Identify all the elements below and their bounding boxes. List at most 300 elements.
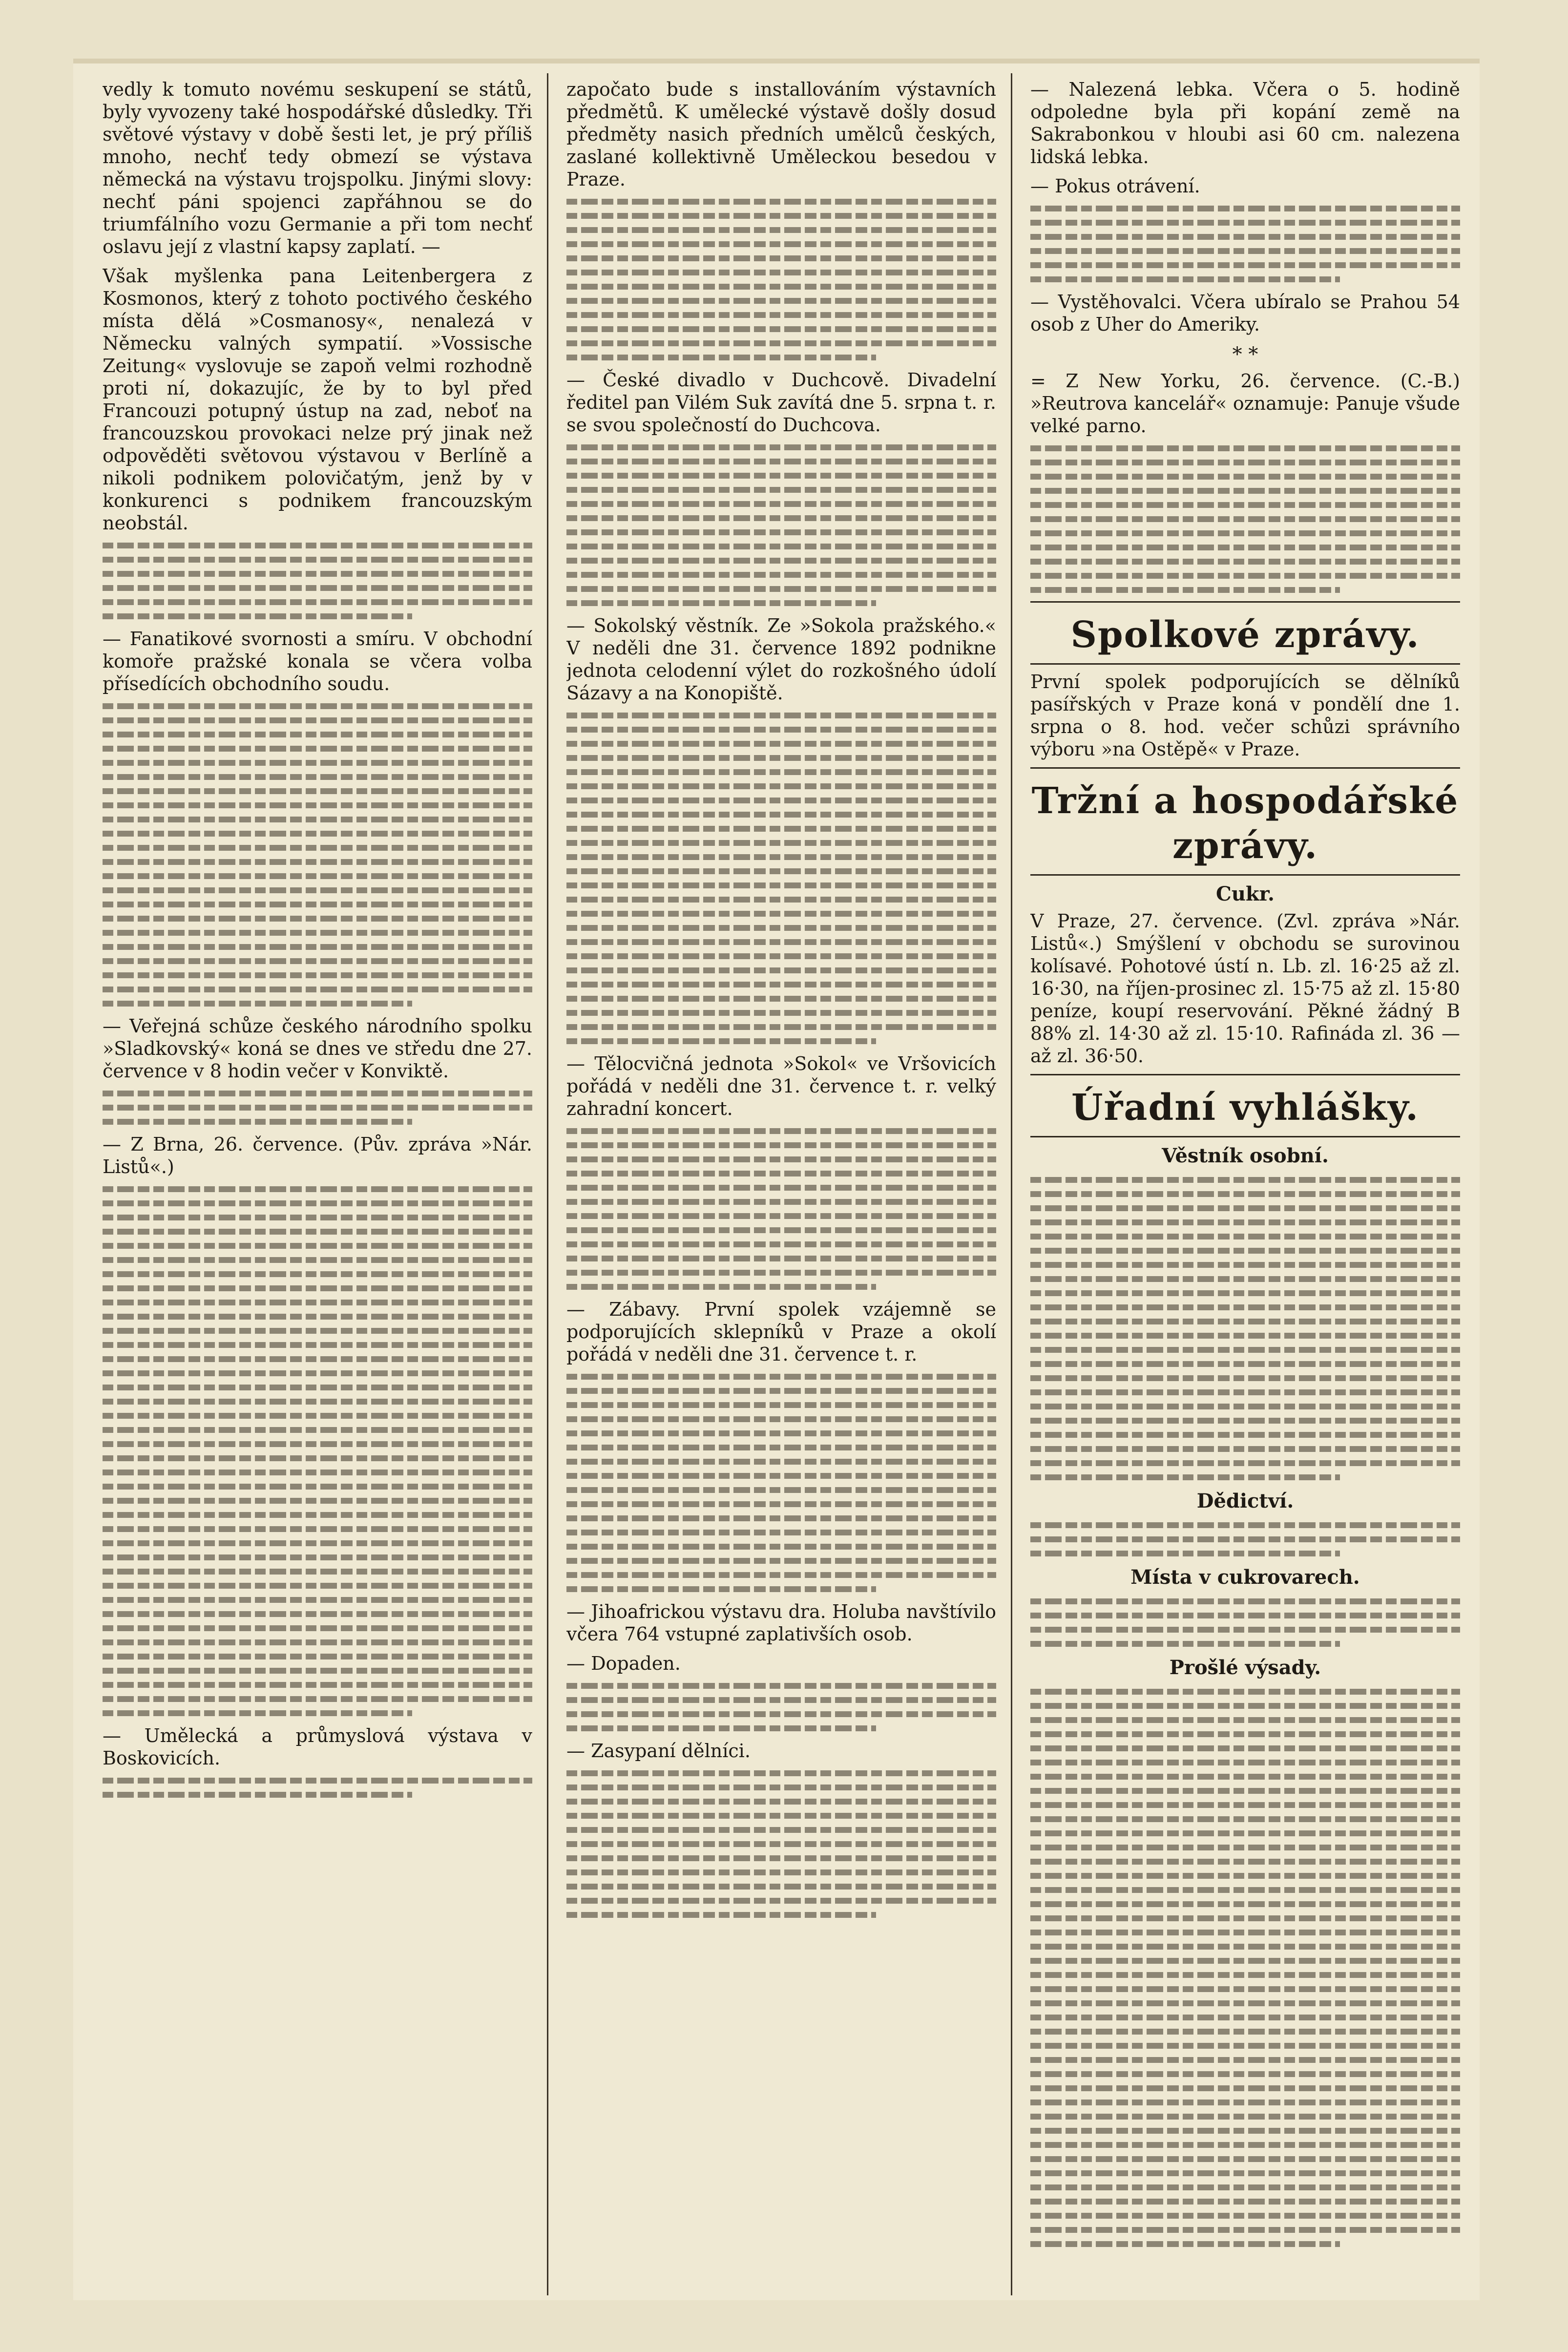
text-line xyxy=(566,1558,996,1564)
text-line xyxy=(566,340,996,346)
text-line xyxy=(1030,1446,1460,1452)
text-line xyxy=(103,987,532,992)
text-line xyxy=(1030,2142,1460,2148)
text-line xyxy=(1030,2071,1460,2077)
text-line xyxy=(103,859,532,865)
article-paragraph: — Jihoafrickou výstavu dra. Holuba navštívilo včera 764 vstupné zaplativších osob. xyxy=(566,1601,996,1645)
illegible-text-block xyxy=(566,713,996,1044)
text-line xyxy=(103,831,532,837)
text-line xyxy=(103,774,532,780)
text-line xyxy=(103,1540,532,1546)
text-line xyxy=(566,911,996,917)
article-paragraph: V Praze, 27. července. (Zvl. zpráva »Nár. Listů«.) Smýšlení v obchodu se surovinou kolísavé. Pohotové ústí n. Lb. zl. 16·25 až zl. 16·30, na říjen-prosinec zl. 15·75 až zl. 15·80 peníze, koupí reservování. Pěkné žádný B 88% zl. 14·30 až zl. 15·10. Rafináda zl. 36 — až zl. 36·50. xyxy=(1030,910,1460,1067)
text-line xyxy=(566,1487,996,1493)
text-line xyxy=(566,1185,996,1191)
text-line xyxy=(566,1813,996,1819)
article-paragraph: započato bude s installováním výstavních předmětů. K umělecké výstavě došly dosud předměty nasich předních umělců českých, zaslané kollektivně Uměleckou besedou v Praze. xyxy=(566,79,996,190)
text-line xyxy=(103,1484,532,1490)
illegible-text-block xyxy=(566,1683,996,1731)
text-line xyxy=(1030,1290,1460,1296)
text-line xyxy=(1030,2043,1460,2049)
text-line xyxy=(566,939,996,945)
text-line xyxy=(566,355,876,360)
text-line xyxy=(566,312,996,318)
text-line xyxy=(566,1683,996,1689)
text-line xyxy=(1030,1598,1460,1604)
text-line xyxy=(1030,1731,1460,1737)
text-line xyxy=(1030,262,1460,268)
article-paragraph: vedly k tomuto novému seskupení se států, byly vyvozeny také hospodářské důsledky. Tři světové výstavy v době šesti let, je prý příliš mnoho, nechť tedy obmezí se výstava německá na výstavu trojspolku. Jinými slovy: nechť páni spojenci zapřáhnou se do triumfálního vozu Germanie a při tom nechť oslavu její z vlastní kapsy zaplatí. — xyxy=(103,79,532,257)
text-line xyxy=(566,501,996,507)
text-line xyxy=(103,1215,532,1220)
text-line xyxy=(566,713,996,718)
text-line xyxy=(1030,1276,1460,1282)
text-line xyxy=(566,213,996,219)
text-line xyxy=(566,298,996,304)
text-line xyxy=(566,1388,996,1394)
text-line xyxy=(103,902,532,907)
illegible-text-block xyxy=(566,199,996,360)
text-line xyxy=(566,1459,996,1465)
text-line xyxy=(1030,1760,1460,1765)
text-line xyxy=(103,1611,532,1617)
text-line xyxy=(566,953,996,959)
text-line xyxy=(566,1855,996,1861)
text-line xyxy=(1030,1234,1460,1239)
text-line xyxy=(103,1105,532,1111)
text-line xyxy=(1030,1915,1460,1921)
text-line xyxy=(566,982,996,987)
text-line xyxy=(566,1841,996,1847)
text-line xyxy=(103,1328,532,1334)
section-rule xyxy=(1030,1136,1460,1137)
text-line xyxy=(1030,530,1460,536)
text-line xyxy=(1030,2170,1460,2176)
text-line xyxy=(566,326,996,332)
text-line xyxy=(566,1898,996,1904)
article-paragraph: První spolek podporujících se dělníků pasířských v Praze koná v pondělí dne 1. srpna o 8. hod. večer schůzi správního výboru »na Ostěpě« v Praze. xyxy=(1030,671,1460,760)
article-paragraph: — Umělecká a průmyslová výstava v Boskovicích. xyxy=(103,1725,532,1769)
text-line xyxy=(566,1402,996,1408)
article-paragraph: Však myšlenka pana Leitenbergera z Kosmonos, který z tohoto poctivého českého místa dělá »Cosmanosy«, nenalezá v Německu valných sympatií. »Vossische Zeitung« vyslovuje se zapoň velmi rozhodně proti ní, dokazujíc, že by to byl před Francouzi potupný ústup na zad, neboť na francouzskou provokaci nelze prý jinak než odpověděti světovou výstavou v Berlíně a nikoli podnikem polovičatým, jenž by v konkurenci s podnikem francouzským neobstál. xyxy=(103,265,532,534)
text-line xyxy=(1030,1745,1460,1751)
article-paragraph: — Zasypaní dělníci. xyxy=(566,1740,751,1762)
section-heading: Tržní a hospodářské zprávy. xyxy=(1031,780,1459,867)
text-line xyxy=(566,1884,996,1890)
text-line xyxy=(1030,1845,1460,1850)
text-line xyxy=(566,529,996,535)
text-line xyxy=(103,1356,532,1362)
article-paragraph: — Z Brna, 26. července. (Pův. zpráva »Nár. Listů«.) xyxy=(103,1134,532,1177)
text-line xyxy=(103,1668,532,1674)
article-paragraph: — Sokolský věstník. Ze »Sokola pražského.« V neděli dne 31. července 1892 podnikne jednota celodenní výlet do rozkošného údolí Sázavy a na Konopiště. xyxy=(566,615,996,704)
section-heading: Úřadní vyhlášky. xyxy=(1071,1087,1419,1129)
text-line xyxy=(1030,1802,1460,1808)
text-line xyxy=(1030,2128,1460,2134)
text-line xyxy=(566,967,996,973)
text-line xyxy=(103,1470,532,1475)
text-line xyxy=(103,972,532,978)
column-2 xyxy=(566,78,996,2290)
section-rule xyxy=(1030,601,1460,603)
text-line xyxy=(566,741,996,747)
text-line xyxy=(566,868,996,874)
text-line xyxy=(103,1778,532,1784)
text-line xyxy=(1030,474,1460,480)
text-line xyxy=(1030,2156,1460,2162)
text-line xyxy=(1030,1830,1460,1836)
text-line xyxy=(566,227,996,233)
text-line xyxy=(566,572,996,578)
section-rule xyxy=(1030,1074,1460,1075)
article-paragraph: — České divadlo v Duchcově. Divadelní ředitel pan Vilém Suk zavítá dne 5. srpna t. r. se svou společností do Duchcova. xyxy=(566,369,996,436)
text-line xyxy=(103,1526,532,1532)
text-line xyxy=(103,1455,532,1461)
illegible-text-block xyxy=(103,1778,532,1798)
text-line xyxy=(1030,1551,1340,1556)
text-line xyxy=(1030,1816,1460,1822)
text-line xyxy=(1030,1703,1460,1709)
text-line xyxy=(1030,488,1460,494)
text-line xyxy=(566,487,996,493)
illegible-text-block xyxy=(103,543,532,619)
text-line xyxy=(566,1785,996,1790)
text-line xyxy=(1030,559,1460,565)
text-line xyxy=(566,1725,876,1731)
text-line xyxy=(103,1186,532,1192)
section-rule xyxy=(1030,663,1460,665)
text-line xyxy=(566,812,996,818)
text-line xyxy=(1030,1319,1460,1324)
text-line xyxy=(103,1271,532,1277)
text-line xyxy=(103,717,532,723)
text-line xyxy=(1030,1859,1460,1865)
text-line xyxy=(566,1711,996,1717)
text-line xyxy=(566,897,996,903)
text-line xyxy=(103,1696,532,1702)
text-line xyxy=(1030,1404,1460,1409)
text-line xyxy=(103,1413,532,1419)
text-line xyxy=(1030,1887,1460,1893)
article-paragraph: — Vystěhovalci. Včera ubíralo se Prahou 54 osob z Uher do Ameriky. xyxy=(1030,291,1460,335)
text-line xyxy=(103,1427,532,1433)
text-line xyxy=(566,1530,996,1535)
text-line xyxy=(103,1554,532,1560)
text-line xyxy=(566,270,996,275)
text-line xyxy=(1030,1191,1460,1197)
text-line xyxy=(1030,2100,1460,2105)
text-line xyxy=(1030,2199,1460,2205)
text-line xyxy=(566,996,996,1002)
text-line xyxy=(103,1625,532,1631)
text-line xyxy=(566,1284,876,1290)
text-line xyxy=(103,1229,532,1235)
text-line xyxy=(103,1654,532,1659)
text-line xyxy=(1030,545,1460,550)
text-line xyxy=(103,1792,412,1798)
illegible-text-block xyxy=(1030,1598,1460,1647)
text-line xyxy=(1030,1177,1460,1183)
text-line xyxy=(566,1572,996,1578)
text-line xyxy=(103,1001,412,1007)
text-line xyxy=(1030,573,1460,579)
illegible-text-block xyxy=(566,1770,996,1918)
article-paragraph: — Pokus otrávení. xyxy=(1030,175,1200,197)
text-line xyxy=(103,599,532,605)
separator-stars: * * xyxy=(1232,343,1258,366)
text-line xyxy=(1030,1958,1460,1964)
text-line xyxy=(566,1156,996,1162)
text-line xyxy=(1030,276,1340,282)
text-line xyxy=(103,1498,532,1504)
text-line xyxy=(566,199,996,205)
text-line xyxy=(1030,2000,1460,2006)
text-line xyxy=(103,1342,532,1348)
text-line xyxy=(1030,234,1460,240)
text-line xyxy=(103,1583,532,1589)
text-line xyxy=(1030,1219,1460,1225)
text-line xyxy=(1030,220,1460,226)
text-line xyxy=(1030,587,1340,593)
text-line xyxy=(103,1682,532,1688)
text-line xyxy=(566,1827,996,1833)
illegible-text-block xyxy=(103,1091,532,1125)
text-line xyxy=(566,558,996,564)
text-line xyxy=(566,544,996,549)
article-paragraph: = Z New Yorku, 26. července. (C.-B.) »Reutrova kancelář« oznamuje: Panuje všude velké parno. xyxy=(1030,370,1460,437)
text-line xyxy=(103,958,532,964)
text-line xyxy=(1030,1536,1460,1542)
text-line xyxy=(103,1243,532,1249)
text-line xyxy=(103,543,532,548)
text-line xyxy=(566,1770,996,1776)
text-line xyxy=(1030,2029,1460,2035)
text-line xyxy=(566,586,996,592)
text-line xyxy=(566,1142,996,1148)
article-paragraph: — Veřejná schůze českého národního spolku »Sladkovský« koná se dnes ve středu dne 27. července v 8 hodin večer v Konviktě. xyxy=(103,1015,532,1082)
text-line xyxy=(103,760,532,766)
text-line xyxy=(103,873,532,879)
subsection-heading: Cukr. xyxy=(1216,882,1275,905)
column-1 xyxy=(103,78,532,2290)
text-line xyxy=(566,1869,996,1875)
text-line xyxy=(1030,1375,1460,1381)
text-line xyxy=(566,727,996,733)
text-line xyxy=(566,755,996,761)
section-rule xyxy=(1030,767,1460,769)
newspaper-page xyxy=(73,59,1480,2300)
subsection-heading: Prošlé výsady. xyxy=(1169,1656,1321,1679)
text-line xyxy=(566,1501,996,1507)
text-line xyxy=(1030,2114,1460,2120)
text-line xyxy=(103,732,532,737)
text-line xyxy=(566,444,996,450)
column-rule xyxy=(547,73,548,2295)
text-line xyxy=(1030,1361,1460,1367)
text-line xyxy=(566,1544,996,1550)
text-line xyxy=(566,798,996,803)
text-line xyxy=(566,1256,996,1261)
text-line xyxy=(1030,1627,1460,1633)
illegible-text-block xyxy=(566,1128,996,1290)
text-line xyxy=(1030,2213,1460,2219)
text-line xyxy=(103,1597,532,1603)
text-line xyxy=(103,746,532,752)
text-line xyxy=(566,1374,996,1380)
text-line xyxy=(1030,1901,1460,1907)
text-line xyxy=(566,1024,996,1030)
section-rule xyxy=(1030,874,1460,876)
text-line xyxy=(566,1799,996,1805)
illegible-text-block xyxy=(1030,1522,1460,1556)
text-line xyxy=(566,255,996,261)
text-line xyxy=(566,1010,996,1016)
subsection-heading: Místa v cukrovarech. xyxy=(1130,1566,1360,1589)
article-paragraph: — Zábavy. První spolek vzájemně se podporujících sklepníků v Praze a okolí pořádá v neděli dne 31. července t. r. xyxy=(566,1299,996,1365)
text-line xyxy=(566,1270,996,1276)
subsection-heading: Věstník osobní. xyxy=(1162,1144,1329,1167)
text-line xyxy=(566,1912,876,1918)
text-line xyxy=(103,1314,532,1320)
text-line xyxy=(103,930,532,936)
article-paragraph: — Nalezená lebka. Včera o 5. hodině odpoledne byla při kopání země na Sakrabonkou v hloubi asi 60 cm. nalezena lidská lebka. xyxy=(1030,79,1460,168)
text-line xyxy=(566,600,876,606)
text-line xyxy=(1030,1522,1460,1528)
text-line xyxy=(1030,516,1460,522)
text-line xyxy=(103,887,532,893)
text-line xyxy=(103,845,532,851)
text-line xyxy=(1030,460,1460,465)
illegible-text-block xyxy=(1030,1689,1460,2247)
article-paragraph: — Tělocvičná jednota »Sokol« ve Vršovicích pořádá v neděli dne 31. července t. r. velký zahradní koncert. xyxy=(566,1053,996,1119)
illegible-text-block xyxy=(1030,1177,1460,1480)
illegible-text-block xyxy=(1030,206,1460,282)
text-line xyxy=(1030,1418,1460,1424)
text-line xyxy=(1030,1347,1460,1353)
text-line xyxy=(103,1370,532,1376)
text-line xyxy=(566,241,996,247)
text-line xyxy=(1030,1689,1460,1695)
text-line xyxy=(1030,2241,1340,2247)
text-line xyxy=(566,1473,996,1479)
text-line xyxy=(1030,1304,1460,1310)
text-line xyxy=(566,854,996,860)
text-line xyxy=(1030,1641,1340,1647)
text-line xyxy=(566,1128,996,1134)
text-line xyxy=(566,925,996,931)
text-line xyxy=(103,788,532,794)
article-paragraph: — Fanatikové svornosti a smíru. V obchodní komoře pražské konala se včera volba přísedících obchodního soudu. xyxy=(103,628,532,694)
text-line xyxy=(566,1227,996,1233)
text-line xyxy=(566,1213,996,1219)
text-line xyxy=(103,1399,532,1405)
text-line xyxy=(103,944,532,950)
text-line xyxy=(1030,2227,1460,2233)
text-line xyxy=(103,1710,412,1716)
text-line xyxy=(566,473,996,479)
text-line xyxy=(1030,206,1460,211)
text-line xyxy=(1030,1248,1460,1254)
text-line xyxy=(1030,2184,1460,2190)
text-line xyxy=(1030,1717,1460,1723)
text-line xyxy=(1030,502,1460,508)
text-line xyxy=(103,1569,532,1575)
text-line xyxy=(103,613,412,619)
text-line xyxy=(566,783,996,789)
text-line xyxy=(566,1697,996,1703)
text-line xyxy=(1030,248,1460,254)
text-line xyxy=(1030,1930,1460,1935)
text-line xyxy=(103,1285,532,1291)
text-line xyxy=(566,1241,996,1247)
text-line xyxy=(1030,1333,1460,1339)
text-line xyxy=(103,1385,532,1390)
text-line xyxy=(566,1430,996,1436)
text-line xyxy=(1030,1944,1460,1950)
section-heading: Spolkové zprávy. xyxy=(1070,614,1420,656)
text-line xyxy=(1030,445,1460,451)
text-line xyxy=(103,1257,532,1263)
text-line xyxy=(566,1445,996,1450)
text-line xyxy=(1030,2057,1460,2063)
article-paragraph: — Dopaden. xyxy=(566,1653,681,1674)
text-line xyxy=(1030,1788,1460,1794)
text-line xyxy=(103,916,532,922)
text-line xyxy=(1030,1389,1460,1395)
text-line xyxy=(566,882,996,888)
illegible-text-block xyxy=(103,1186,532,1716)
illegible-text-block xyxy=(566,444,996,606)
text-line xyxy=(566,1038,876,1044)
text-line xyxy=(566,1515,996,1521)
column-rule xyxy=(1011,73,1012,2295)
text-line xyxy=(1030,1432,1460,1438)
illegible-text-block xyxy=(103,703,532,1007)
text-line xyxy=(566,1416,996,1422)
subsection-heading: Dědictví. xyxy=(1196,1490,1294,1512)
text-line xyxy=(103,1512,532,1518)
text-line xyxy=(1030,1873,1460,1879)
text-line xyxy=(103,1119,412,1125)
text-line xyxy=(1030,1613,1460,1618)
illegible-text-block xyxy=(1030,445,1460,593)
text-line xyxy=(103,817,532,822)
text-line xyxy=(1030,1972,1460,1978)
text-line xyxy=(103,571,532,577)
text-line xyxy=(103,1091,532,1096)
text-line xyxy=(103,703,532,709)
text-line xyxy=(1030,1474,1340,1480)
text-line xyxy=(103,1441,532,1447)
text-line xyxy=(566,1171,996,1176)
text-line xyxy=(566,769,996,775)
text-line xyxy=(103,585,532,591)
text-line xyxy=(103,1639,532,1645)
text-line xyxy=(566,515,996,521)
text-line xyxy=(1030,1205,1460,1211)
text-line xyxy=(566,840,996,846)
text-line xyxy=(566,1586,876,1592)
text-line xyxy=(103,557,532,563)
text-line xyxy=(1030,1986,1460,1992)
text-line xyxy=(1030,2015,1460,2020)
text-line xyxy=(566,284,996,290)
text-line xyxy=(1030,2085,1460,2091)
text-line xyxy=(1030,1262,1460,1268)
text-line xyxy=(1030,1774,1460,1780)
text-line xyxy=(1030,1460,1460,1466)
page-edge xyxy=(73,59,1480,63)
